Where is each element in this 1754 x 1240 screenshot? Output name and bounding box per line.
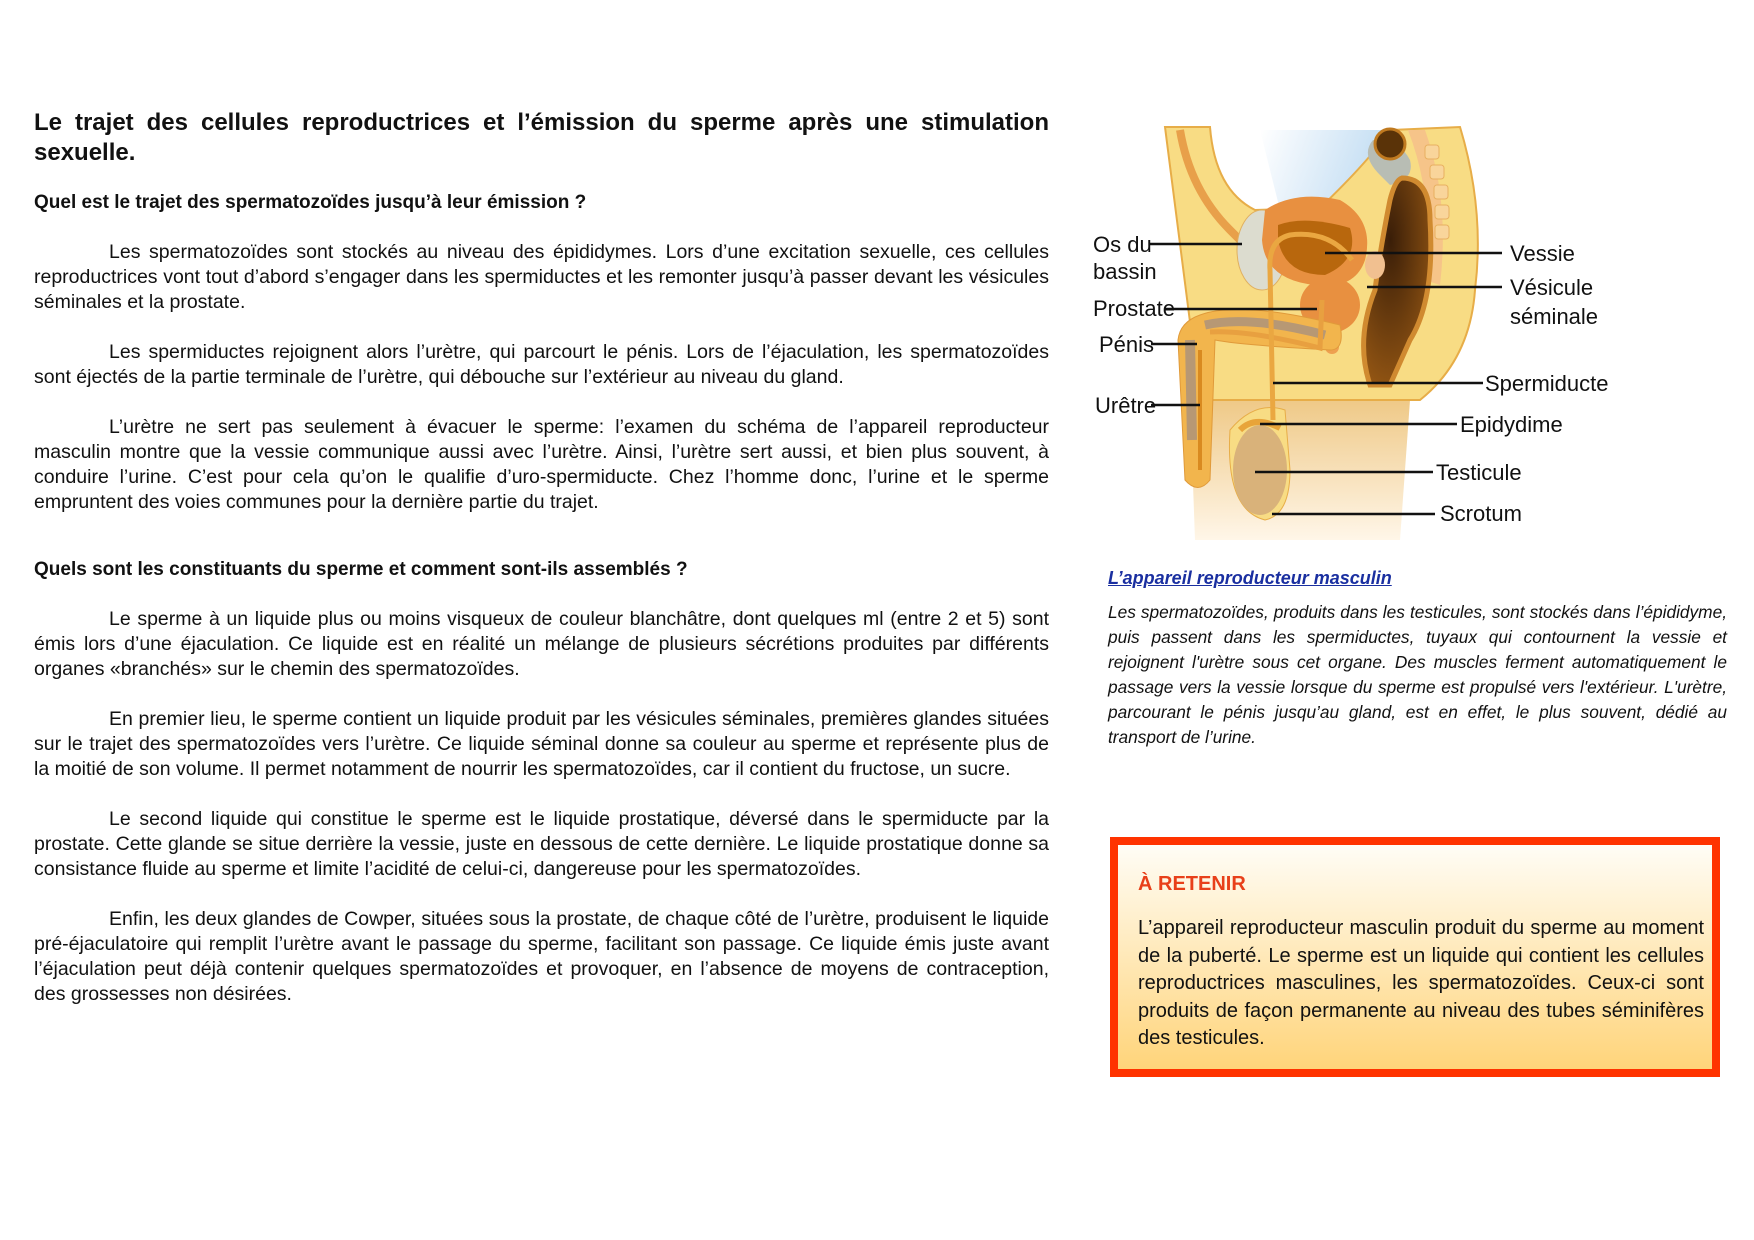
page-title: Le trajet des cellules reproductrices et l’émission du sperme après une stimulation sexuelle. <box>34 109 1049 166</box>
paragraph: Le second liquide qui constitue le sperme est le liquide prostatique, déversé dans le spermiducte par la prostate. Cette glande se situe derrière la vessie, juste en dessous de cette dernière. Le liquide prostatique donne sa consistance fluide au sperme et limite l’acidité de celui-ci, dangereuse pour les spermatozoïdes. <box>34 808 1049 880</box>
retenir-title: À RETENIR <box>1138 873 1246 895</box>
paragraph: Les spermiductes rejoignent alors l’urètre, qui parcourt le pénis. Lors de l’éjaculation, les spermatozoïdes sont éjectés de la partie terminale de l’urètre, qui débouche sur l’extérieur au niveau du gland. <box>34 341 1049 388</box>
label-testicule: Testicule <box>1436 460 1522 485</box>
label-vesicule-seminale: Vésicule <box>1510 275 1594 300</box>
label-penis: Pénis <box>1099 332 1155 357</box>
caption-title-link[interactable]: L’appareil reproducteur masculin <box>1108 568 1392 588</box>
label-prostate: Prostate <box>1093 296 1175 321</box>
label-vesicule-seminale-2: séminale <box>1510 304 1599 329</box>
label-os-du-bassin: Os du <box>1093 232 1152 257</box>
label-uretre: Urêtre <box>1095 393 1157 418</box>
caption-text: Les spermatozoïdes, produits dans les testicules, sont stockés dans l’épididyme, puis passent dans les spermiductes, tuyaux qui contournent la vessie et rejoignent l'urètre sous cet organe. Des muscles ferment automatiquement le passage vers la vessie lorsque du sperme est propulsé vers l'extérieur. L'urètre, parcourant le pénis jusqu’au gland, est en effet, le plus souvent, dédié au transport de l’urine. <box>1108 602 1727 747</box>
anatomy-diagram <box>1090 100 1754 550</box>
diagram-caption <box>1108 566 1727 750</box>
label-vessie: Vessie <box>1510 241 1575 266</box>
body-illustration <box>1165 127 1478 540</box>
paragraph: Le sperme à un liquide plus ou moins visqueux de couleur blanchâtre, dont quelques ml (entre 2 et 5) sont émis lors d’une éjaculation. Ce liquide est en réalité un mélange de plusieurs sécrétions produites par différents organes «branchés» sur le chemin des spermatozoïdes. <box>34 608 1049 680</box>
label-scrotum: Scrotum <box>1440 501 1522 526</box>
section-heading-trajet: Quel est le trajet des spermatozoïdes jusqu’à leur émission ? <box>34 192 587 213</box>
label-os-du-bassin-2: bassin <box>1093 259 1157 284</box>
retenir-box <box>1110 837 1720 1077</box>
paragraph: En premier lieu, le sperme contient un liquide produit par les vésicules séminales, premières glandes situées sur le trajet des spermatozoïdes vers l’urètre. Ce liquide séminal donne sa couleur au sperme et représente plus de la moitié de son volume. Il permet notamment de nourrir les spermatozoïdes, car il contient du fructose, un sucre. <box>34 708 1049 780</box>
section-heading-constituants: Quels sont les constituants du sperme et comment sont-ils assemblés ? <box>34 559 688 580</box>
paragraph: Enfin, les deux glandes de Cowper, situées sous la prostate, de chaque côté de l’urètre, produisent le liquide pré-éjaculatoire qui remplit l’urètre avant le passage du sperme, facilitant son passage. Ce liquide émis juste avant l’éjaculation peut déjà contenir quelques spermatozoïdes et provoquer, en l’absence de moyens de contraception, des grossesses non désirées. <box>34 908 1049 1005</box>
paragraph: Les spermatozoïdes sont stockés au niveau des épididymes. Lors d’une excitation sexuelle, ces cellules reproductrices vont tout d’abord s’engager dans les spermiductes et les remonter jusqu’à passer devant les vésicules séminales et la prostate. <box>34 241 1049 313</box>
label-spermiducte: Spermiducte <box>1485 371 1609 396</box>
paragraph: L’urètre ne sert pas seulement à évacuer le sperme: l’examen du schéma de l’appareil reproducteur masculin montre que la vessie communique aussi avec l’urètre. Ainsi, l’urètre sert aussi, et bien plus souvent, à conduire l’urine. C’est pour cela qu’on le qualifie d’uro-spermiducte. Chez l’homme donc, l’urine et le sperme empruntent des voies communes pour la dernière partie du trajet. <box>34 416 1049 513</box>
main-content <box>34 108 1049 1032</box>
label-epidydime: Epidydime <box>1460 412 1563 437</box>
retenir-text: L’appareil reproducteur masculin produit du sperme au moment de la puberté. Le sperme est un liquide qui contient les cellules reproductrices masculines, les spermatozoïdes. Ceux-ci sont produits de façon permanente au niveau des tubes séminifères des testicules. <box>1138 917 1704 1049</box>
